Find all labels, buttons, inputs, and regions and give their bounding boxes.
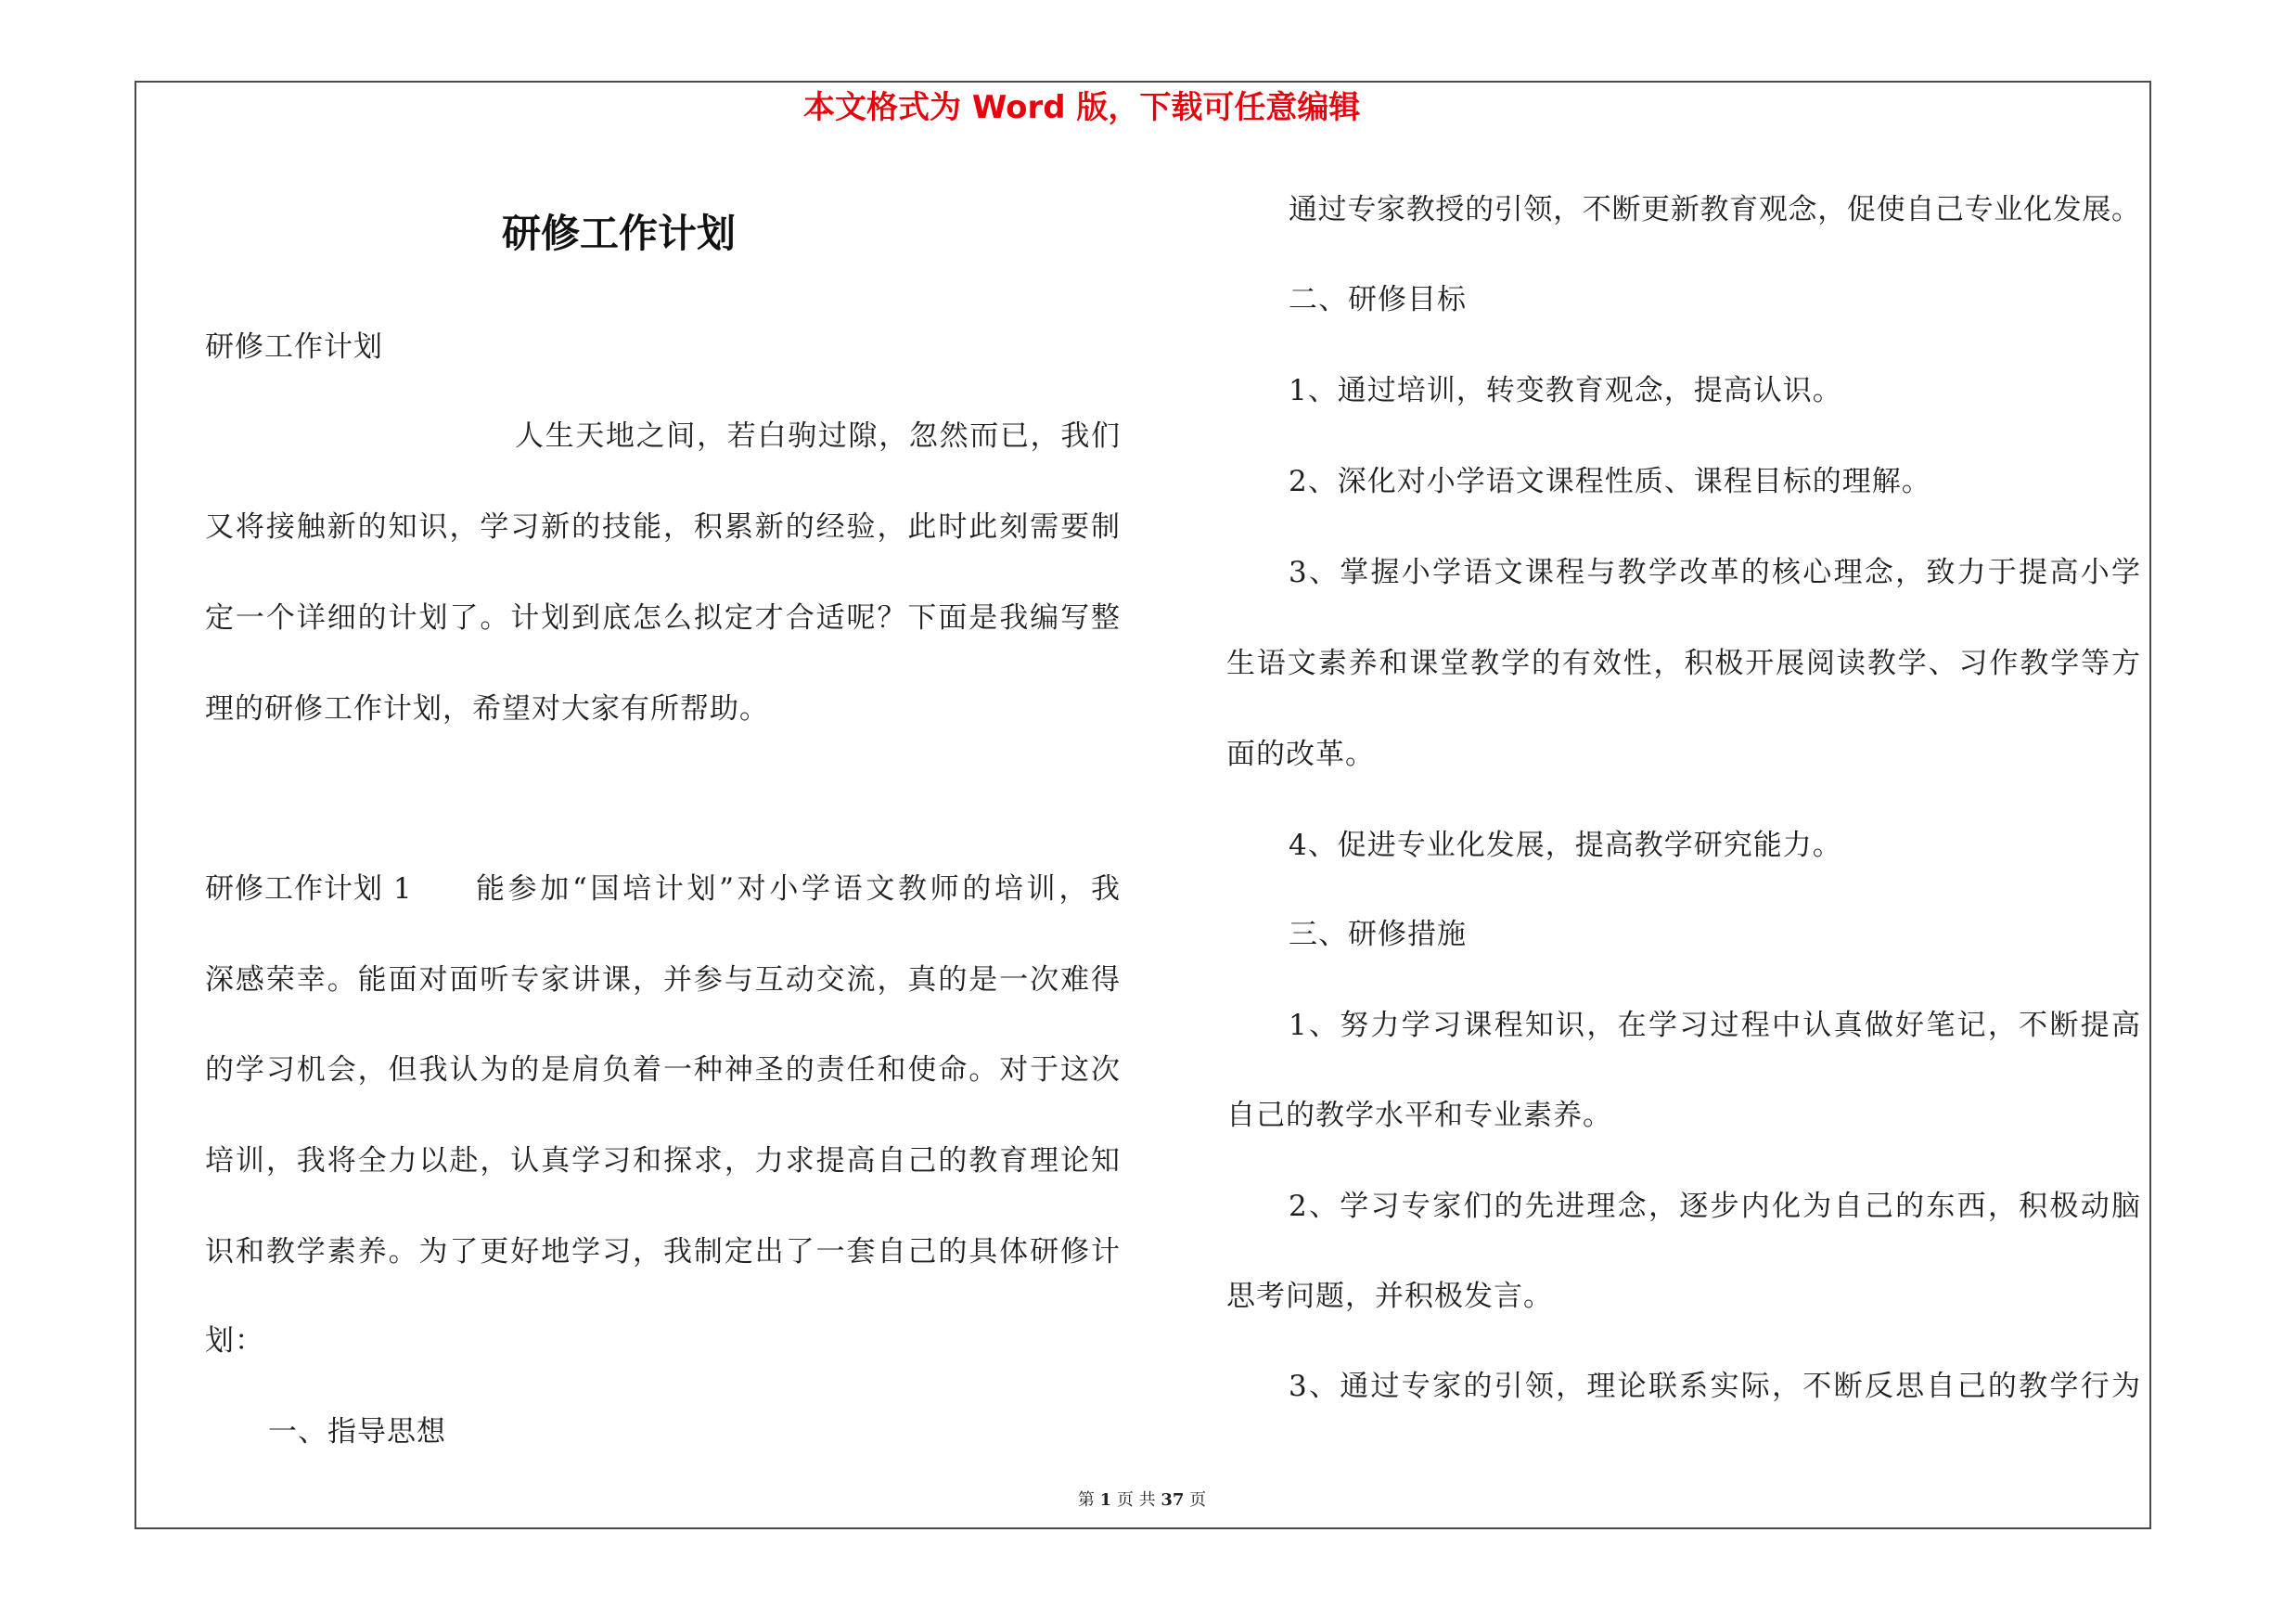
page-footer	[1049, 1489, 1235, 1512]
right-line: 通过专家教授的引领，不断更新教育观念，促使自己专业化发展。	[1289, 193, 2140, 226]
measure-item: 3、通过专家的引领，理论联系实际，不断反思自己的教学行为	[1289, 1370, 2140, 1403]
document-title: 研修工作计划	[502, 211, 737, 256]
section-heading-goals: 二、研修目标	[1289, 283, 1467, 316]
page-prefix: 第	[1077, 1490, 1095, 1510]
total-prefix: 共	[1138, 1490, 1156, 1510]
measure-item: 1、努力学习课程知识，在学习过程中认真做好笔记，不断提高	[1289, 1009, 2140, 1042]
plan-1-line: 能参加“国培计划”对小学语文教师的培训，我	[476, 872, 1120, 906]
section-heading-measures: 三、研修措施	[1289, 918, 1467, 951]
plan-1-line: 深感荣幸。能面对面听专家讲课，并参与互动交流，真的是一次难得	[205, 963, 1120, 997]
goal-item: 2、深化对小学语文课程性质、课程目标的理解。	[1289, 465, 1931, 498]
intro-line: 定一个详细的计划了。计划到底怎么拟定才合适呢？下面是我编写整	[205, 601, 1120, 635]
plan-1-line: 的学习机会，但我认为的是肩负着一种神圣的责任和使命。对于这次	[205, 1053, 1120, 1087]
intro-line: 又将接触新的知识，学习新的技能，积累新的经验，此时此刻需要制	[205, 510, 1120, 544]
page-border	[135, 81, 2151, 1529]
plan-1-line: 培训，我将全力以赴，认真学习和探求，力求提高自己的教育理论知	[205, 1144, 1120, 1178]
measure-item-continued: 思考问题，并积极发言。	[1226, 1280, 1553, 1313]
plan-1-line: 识和教学素养。为了更好地学习，我制定出了一套自己的具体研修计	[205, 1235, 1120, 1269]
plan-1-label: 研修工作计划 1	[205, 872, 413, 906]
goal-item-continued: 面的改革。	[1226, 738, 1375, 771]
goal-item: 3、掌握小学语文课程与教学改革的核心理念，致力于提高小学	[1289, 556, 2140, 589]
goal-item: 4、促进专业化发展，提高教学研究能力。	[1289, 829, 1842, 862]
current-page-number: 1	[1099, 1490, 1112, 1510]
section-heading-guiding-thought: 一、指导思想	[268, 1415, 446, 1449]
page-suffix: 页	[1116, 1490, 1134, 1510]
measure-item: 2、学习专家们的先进理念，逐步内化为自己的东西，积极动脑	[1289, 1190, 2140, 1223]
total-suffix: 页	[1189, 1490, 1207, 1510]
goal-item-continued: 生语文素养和课堂教学的有效性，积极开展阅读教学、习作教学等方	[1226, 647, 2140, 680]
measure-item-continued: 自己的教学水平和专业素养。	[1226, 1099, 1612, 1132]
goal-item: 1、通过培训，转变教育观念，提高认识。	[1289, 374, 1842, 407]
download-notice: 本文格式为 Word 版，下载可任意编辑	[803, 89, 1361, 126]
intro-line: 人生天地之间，若白驹过隙，忽然而已，我们	[515, 419, 1120, 453]
left-subtitle: 研修工作计划	[205, 330, 383, 364]
total-pages-number: 37	[1161, 1490, 1185, 1510]
intro-line: 理的研修工作计划，希望对大家有所帮助。	[205, 692, 769, 726]
plan-1-line: 划：	[205, 1324, 264, 1358]
